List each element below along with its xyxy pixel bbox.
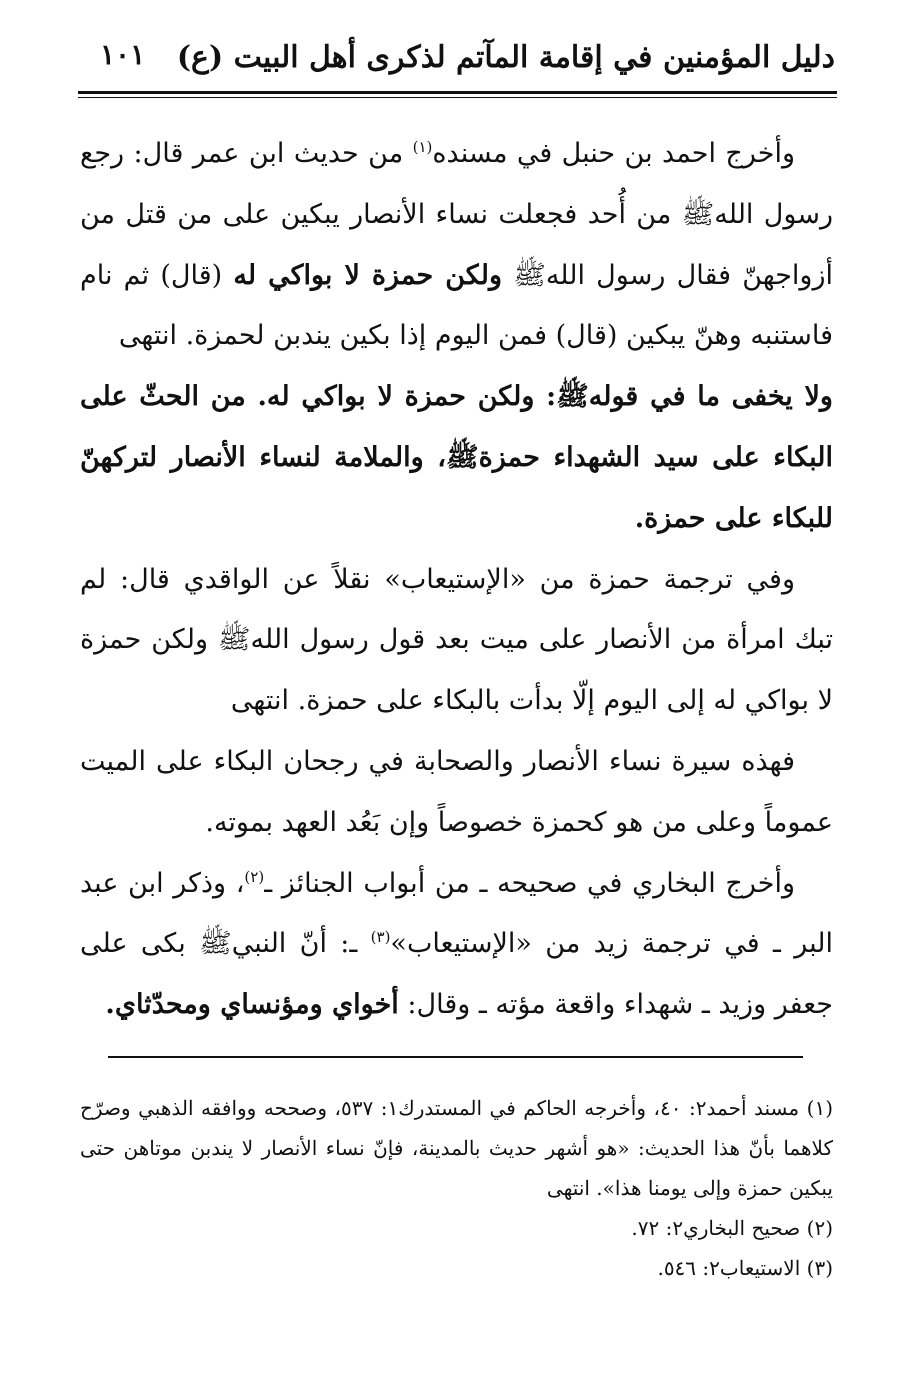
header-rule-thin [78, 97, 837, 98]
book-title: دليل المؤمنين في إقامة المآتم لذكرى أهل البيت (ع) [176, 40, 835, 75]
paragraph-commentary: ولا يخفى ما في قولهﷺ: ولكن حمزة لا بواكي له. من الحثّ على البكاء على سيد الشهداء حمزةﷺ، والملامة لنساء الأنصار لتركهنّ للبكاء على حمزة. [80, 381, 833, 534]
footnote-3: (٣) الاستيعاب٢: ٥٤٦. [657, 1256, 833, 1280]
emphasis-text: ولكن حمزة لا بواكي له [266, 381, 535, 413]
footnote-2: (٢) صحيح البخاري٢: ٧٢. [631, 1216, 833, 1240]
paragraph-bukhari: وأخرج البخاري في صحيحه ـ من أبواب الجنائز ـ$^{(٢)}$، وذكر ابن عبد البر ـ في ترجمة زيد من «الإستيعاب»$^{(٣)}$ ـ: أنّ النبيﷺ بكى على جعفر وزيد ـ شهداء واقعة مؤته ـ وقال: أخواي ومؤنساي ومحدّثاي. [80, 867, 833, 1021]
footnote-1: (١) مسند أحمد٢: ٤٠، وأخرجه الحاكم في المستدرك١: ٥٣٧، وصححه ووافقه الذهبي وصرّح كلاهما بأنّ هذا الحديث: «هو أشهر حديث بالمدينة، فإنّ نساء الأنصار لا يندبن موتاهن حتى يبكين حمزة وإلى يومنا هذا». انتهى [80, 1096, 834, 1200]
emphasis-text: ولكن حمزة لا بواكي له [233, 259, 502, 291]
footnote-ref-3: (٣) [370, 928, 391, 947]
footnote-separator [108, 1056, 803, 1058]
emphasis-text: أخواي ومؤنساي ومحدّثاي. [105, 989, 399, 1021]
page-number: ١٠١ [100, 38, 146, 71]
paragraph-hadith-ahmad: وأخرج احمد بن حنبل في مسنده$^{(١)}$ من حديث ابن عمر قال: رجع رسول اللهﷺ من أُحد فجعلت نساء الأنصار يبكين على من قتل من أزواجهنّ فقال رسول اللهﷺ ولكن حمزة لا بواكي له (قال) ثم نام فاستنبه وهنّ يبكين (قال) فمن اليوم إذا بكين يندبن لحمزة. انتهى [80, 138, 833, 352]
footnote-ref-1: (١) [412, 138, 433, 156]
paragraph-istiab: وفي ترجمة حمزة من «الإستيعاب» نقلاً عن الواقدي قال: لم تبك امرأة من الأنصار على ميت بعد قول رسول اللهﷺ ولكن حمزة لا بواكي له إلى اليوم إلّا بدأت بالبكاء على حمزة. انتهى [80, 563, 833, 717]
paragraph-conclusion: فهذه سيرة نساء الأنصار والصحابة في رجحان البكاء على الميت عموماً وعلى من هو كحمزة خصوصاً وإن بَعُد العهد بموته. [80, 745, 833, 838]
header-rule-thick [78, 91, 837, 94]
footnote-ref-2: (٢) [244, 867, 265, 886]
footnotes [80, 1088, 833, 1288]
main-text [80, 124, 833, 1036]
running-header [78, 36, 835, 92]
